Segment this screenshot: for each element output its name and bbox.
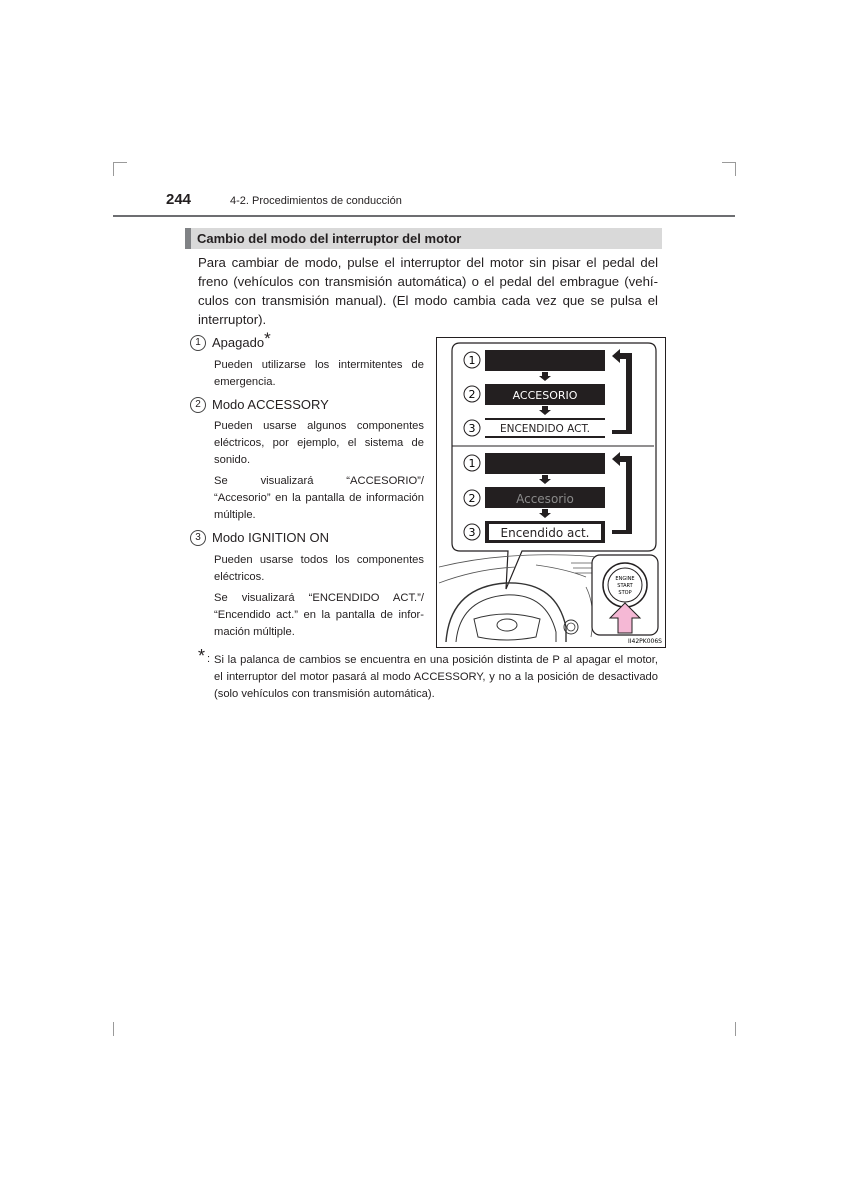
crop-mark-top-left-v	[113, 162, 114, 176]
section-heading-accent	[185, 228, 191, 249]
button-text-line3: STOP	[618, 590, 632, 596]
mode-item-3	[190, 529, 329, 546]
footnote-colon: :	[207, 653, 211, 665]
figure-code: II42PK006S	[628, 638, 662, 645]
engine-switch-figure	[436, 337, 666, 648]
mode-number-1: 1	[190, 335, 206, 351]
mode-label-2: Modo ACCESSORY	[212, 397, 329, 413]
intro-paragraph: Para cambiar de modo, pulse el interruptor del motor sin pisar el pedal del freno (vehículos con transmisión automática) o el pedal del embrague (vehí-culos con transmisión manual). (El modo cambia cada vez que se pulsa el interruptor).	[198, 255, 658, 327]
mode-item-1	[190, 329, 271, 354]
display-off-lower	[485, 453, 605, 474]
fig-number: 2	[468, 492, 476, 505]
button-text-line2: START	[617, 583, 633, 589]
fig-number: 3	[468, 526, 476, 539]
asterisk-mark: *	[264, 329, 271, 348]
mode-desc-1: Pueden utilizarse los intermitentes de emergencia.	[214, 359, 424, 388]
mode-label-3: Modo IGNITION ON	[212, 530, 330, 546]
button-text-line1: ENGINE	[615, 576, 635, 582]
crop-mark-top-right-h	[722, 162, 736, 163]
fig-number: 1	[468, 457, 476, 470]
mode-number-3: 3	[190, 530, 206, 546]
header-rule	[113, 215, 735, 217]
mode-desc-2: Pueden usarse algunos componentes eléctricos, por ejemplo, el sistema de sonido.	[214, 420, 424, 466]
mode-item-2	[190, 396, 329, 413]
display-accessory-lower-text: Accesorio	[516, 492, 574, 506]
page-number: 244	[166, 191, 192, 208]
fig-number: 2	[468, 388, 476, 401]
mode-desc-3b: Se visualizará “ENCENDIDO ACT.”/ “Encendido act.” en la pantalla de infor-mación múltiple.	[214, 592, 424, 638]
figure-svg	[436, 337, 666, 648]
display-ignition-lower-text: Encendido act.	[500, 526, 590, 540]
mode-desc-2b: Se visualizará “ACCESORIO”/ “Accesorio” en la pantalla de información múltiple.	[214, 475, 424, 521]
crop-mark-top-right-v	[735, 162, 736, 176]
mode-label-1: Apagado	[212, 335, 265, 351]
display-ignition-text: ENCENDIDO ACT.	[499, 423, 591, 435]
section-heading	[185, 228, 662, 249]
crop-mark-top-left-h	[113, 162, 127, 163]
steering-hub	[474, 614, 540, 640]
footnote-text: Si la palanca de cambios se encuentra en una posición distinta de P al apagar el motor, el interruptor del motor pasará al modo ACCESSORY, y no a la posición de desactivado (solo vehículos con transmisión automática).	[214, 654, 658, 700]
display-off	[485, 350, 605, 371]
crop-mark-bottom-left	[113, 1022, 114, 1036]
mode-number-2: 2	[190, 397, 206, 413]
section-title: Cambio del modo del interruptor del motor	[197, 231, 462, 246]
mode-desc-3: Pueden usarse todos los componentes eléctricos.	[214, 554, 424, 583]
footnote-mark: *	[198, 646, 206, 666]
display-accessory-text: ACCESORIO	[512, 389, 578, 402]
section-breadcrumb: 4-2. Procedimientos de conducción	[230, 195, 402, 207]
crop-mark-bottom-right	[735, 1022, 736, 1036]
fig-number: 1	[468, 354, 476, 367]
fig-number: 3	[468, 422, 476, 435]
